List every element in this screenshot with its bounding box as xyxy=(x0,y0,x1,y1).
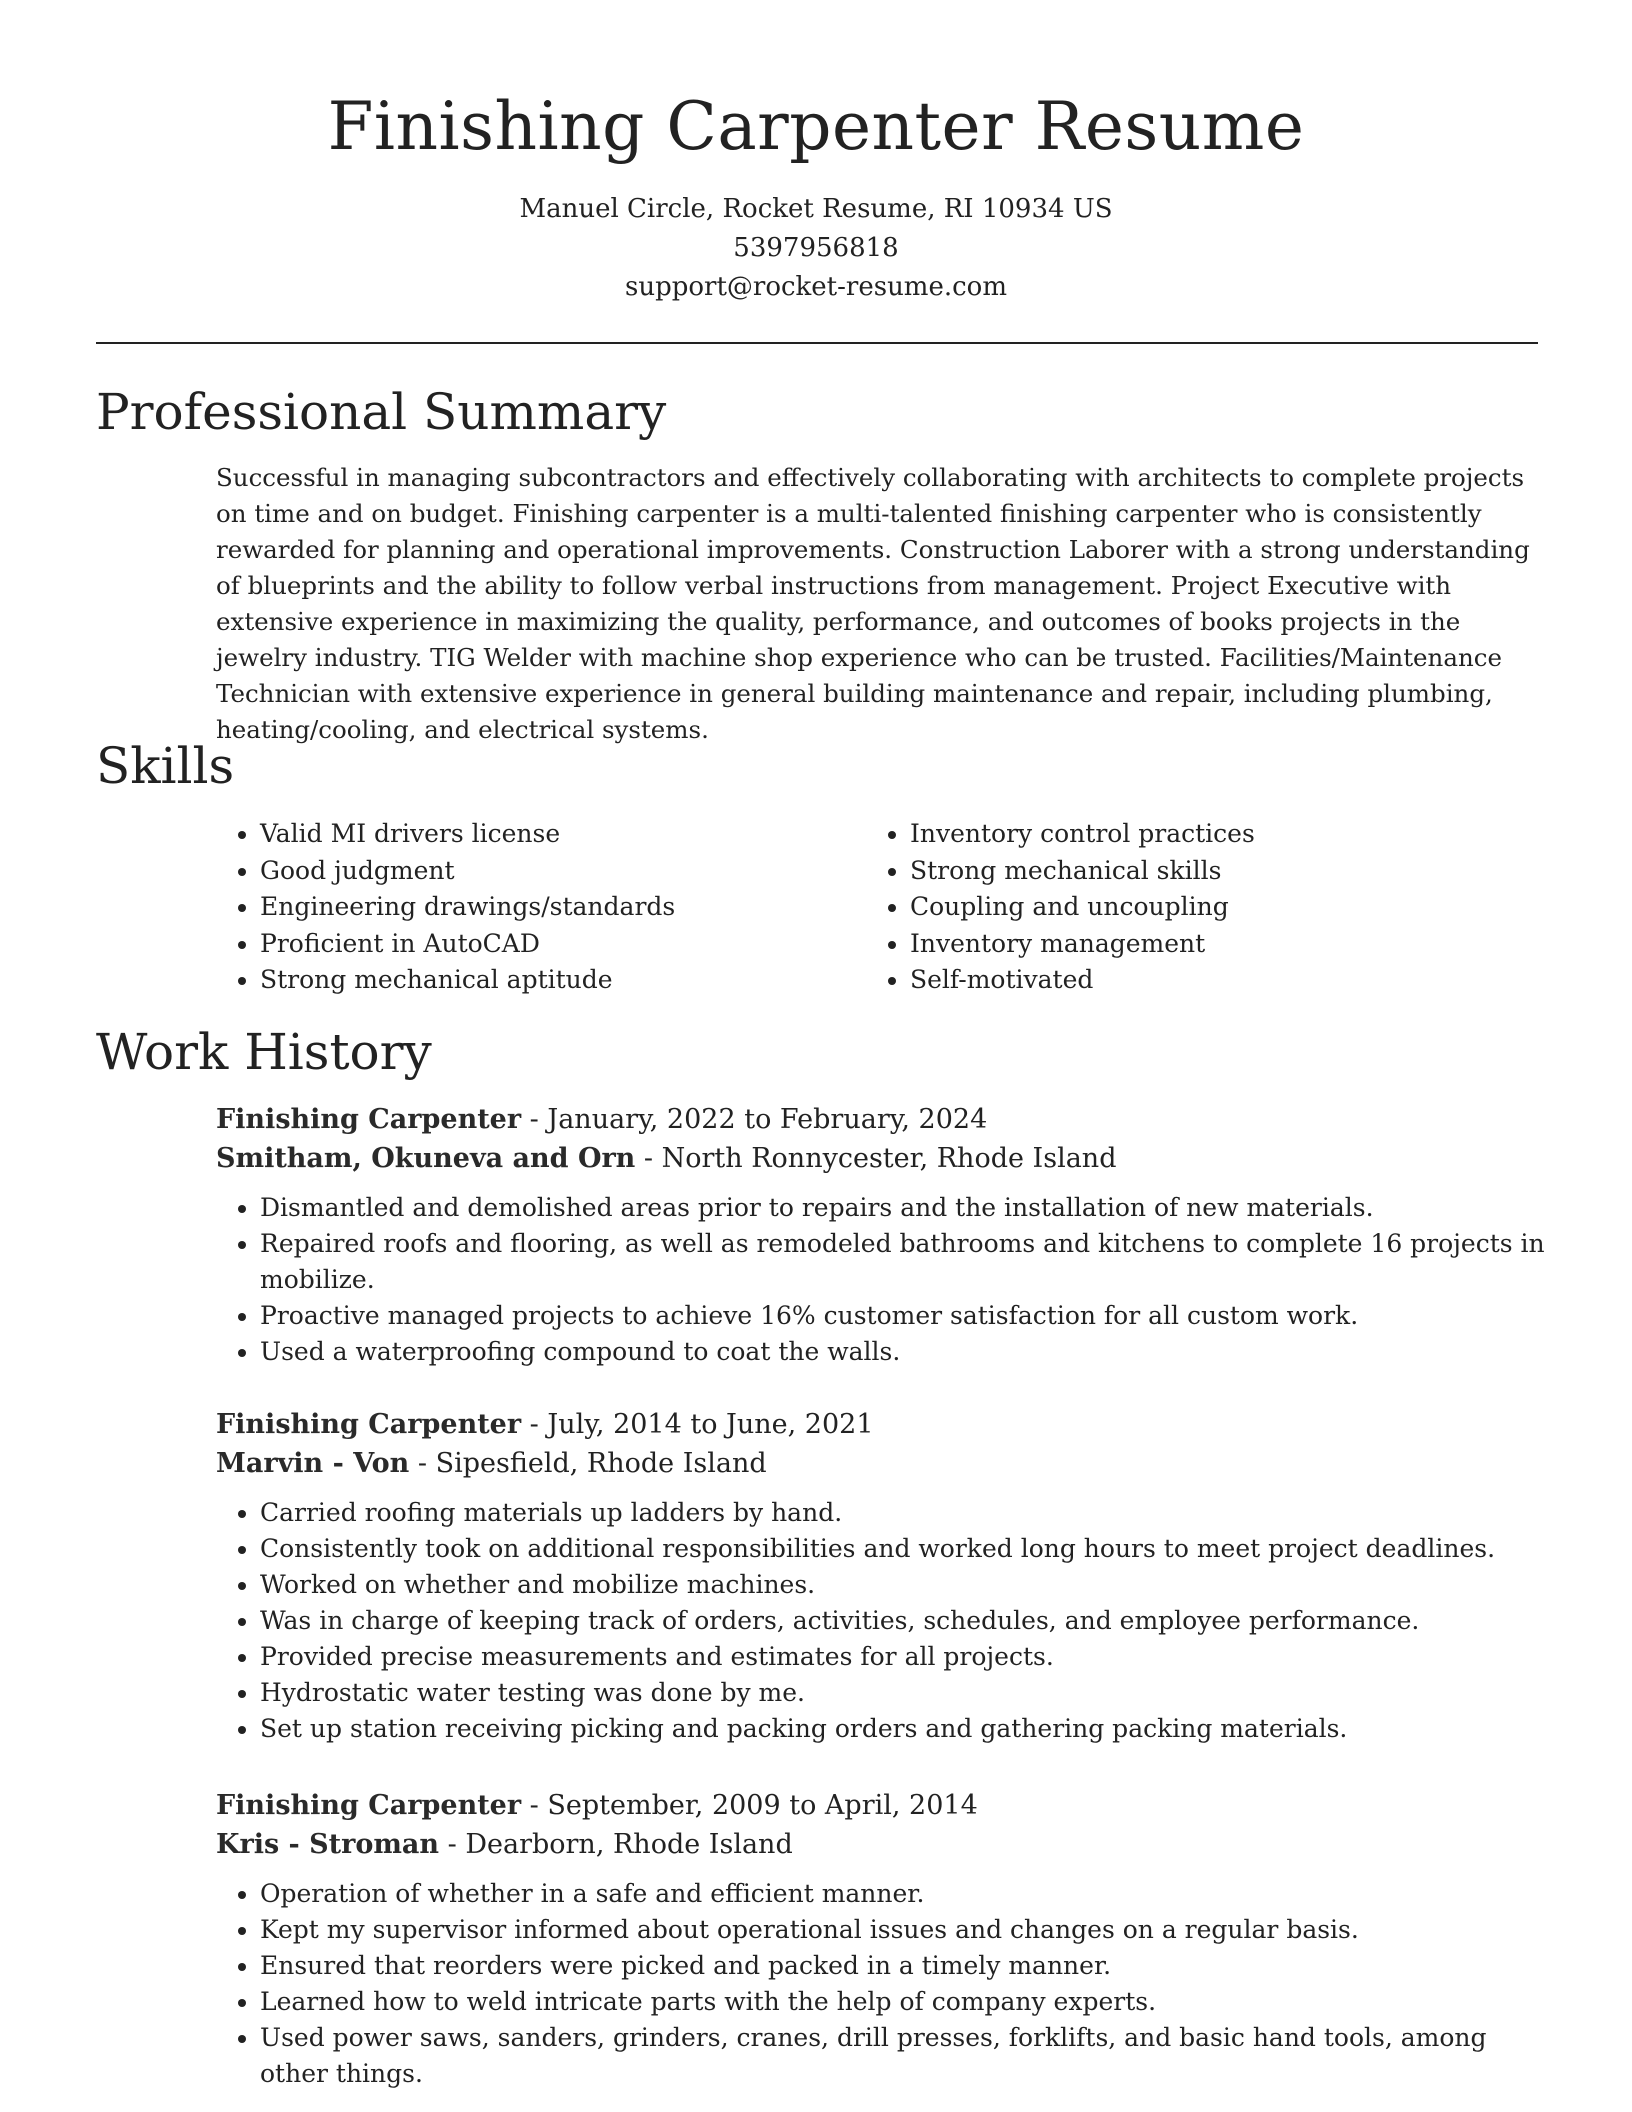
job-bullets xyxy=(216,1495,1546,1747)
job-title: Finishing Carpenter xyxy=(216,1104,522,1135)
job-bullet: • Worked on whether and mobilize machines. xyxy=(260,1567,1546,1603)
header-divider xyxy=(96,342,1538,344)
job-bullets xyxy=(216,1190,1546,1370)
summary-text: Successful in managing subcontractors and effectively collaborating with architects to complete projects on time and on budget. Finishing carpenter is a multi-talented finishing carpenter who is consistently rewarded for planning and operational improvements. Construction Laborer with a strong understanding of blueprints and the ability to follow verbal instructions from management. Project Executive with extensive experience in maximizing the quality, performance, and outcomes of books projects in the jewelry industry. TIG Welder with machine shop experience who can be trusted. Facilities/Maintenance Technician with extensive experience in general building maintenance and repair, including plumbing, heating/cooling, and electrical systems. xyxy=(216,463,1530,744)
skill-item: • Strong mechanical skills xyxy=(910,853,1516,890)
skills-column-right xyxy=(866,816,1516,999)
skill-item: • Valid MI drivers license xyxy=(260,816,866,853)
job-bullet: • Ensured that reorders were picked and packed in a timely manner. xyxy=(260,1948,1546,1984)
job-bullet: • Repaired roofs and flooring, as well as remodeled bathrooms and kitchens to complete 16 projects in mobilize. xyxy=(260,1226,1546,1298)
job-title-line xyxy=(216,1100,1546,1139)
job-dates: - July, 2014 to June, 2021 xyxy=(521,1409,874,1440)
skill-item: • Engineering drawings/standards xyxy=(260,889,866,926)
contact-phone: 5397956818 xyxy=(733,233,899,263)
job-company: Kris - Stroman xyxy=(216,1829,440,1860)
job-bullet: • Consistently took on additional responsibilities and worked long hours to meet project deadlines. xyxy=(260,1531,1546,1567)
job-company: Smitham, Okuneva and Orn xyxy=(216,1143,636,1174)
job-company-line xyxy=(216,1444,1546,1483)
skill-item: • Inventory control practices xyxy=(910,816,1516,853)
contact-address: Manuel Circle, Rocket Resume, RI 10934 US xyxy=(519,194,1113,224)
job-title: Finishing Carpenter xyxy=(216,1409,522,1440)
job-bullet: • Used power saws, sanders, grinders, cranes, drill presses, forklifts, and basic hand tools, among other things. xyxy=(260,2020,1546,2092)
job-bullet: • Provided precise measurements and estimates for all projects. xyxy=(260,1639,1546,1675)
job-company-line xyxy=(216,1139,1546,1178)
section-title-summary: Professional Summary xyxy=(96,383,667,441)
job-company-line xyxy=(216,1825,1546,1864)
skill-item: • Inventory management xyxy=(910,926,1516,963)
job-location: - Dearborn, Rhode Island xyxy=(439,1829,793,1860)
job-bullet: • Proactive managed projects to achieve 16% customer satisfaction for all custom work. xyxy=(260,1298,1546,1334)
job-dates: - September, 2009 to April, 2014 xyxy=(521,1790,978,1821)
job-bullet: • Was in charge of keeping track of orders, activities, schedules, and employee performance. xyxy=(260,1603,1546,1639)
section-title-work-history: Work History xyxy=(96,1023,432,1081)
job-entry xyxy=(216,1100,1546,1370)
job-bullet: • Hydrostatic water testing was done by me. xyxy=(260,1675,1546,1711)
job-bullets xyxy=(216,1876,1546,2092)
job-bullet: • Learned how to weld intricate parts with the help of company experts. xyxy=(260,1984,1546,2020)
skill-item: • Good judgment xyxy=(260,853,866,890)
contact-email: support@rocket-resume.com xyxy=(624,272,1007,302)
skill-item: • Coupling and uncoupling xyxy=(910,889,1516,926)
resume-title: Finishing Carpenter Resume xyxy=(327,88,1305,165)
contact-block xyxy=(0,190,1632,307)
job-location: - North Ronnycester, Rhode Island xyxy=(635,1143,1117,1174)
skills-column-left xyxy=(216,816,866,999)
job-bullet: • Dismantled and demolished areas prior to repairs and the installation of new materials. xyxy=(260,1190,1546,1226)
skills-list xyxy=(216,816,1516,999)
job-title-line xyxy=(216,1405,1546,1444)
job-location: - Sipesfield, Rhode Island xyxy=(409,1448,767,1479)
job-bullet: • Set up station receiving picking and packing orders and gathering packing materials. xyxy=(260,1711,1546,1747)
job-bullet: • Operation of whether in a safe and efficient manner. xyxy=(260,1876,1546,1912)
section-title-skills: Skills xyxy=(96,737,235,795)
skill-item: • Strong mechanical aptitude xyxy=(260,962,866,999)
job-entry xyxy=(216,1786,1546,2092)
job-title-line xyxy=(216,1786,1546,1825)
job-dates: - January, 2022 to February, 2024 xyxy=(521,1104,988,1135)
job-entry xyxy=(216,1405,1546,1747)
job-bullet: • Kept my supervisor informed about operational issues and changes on a regular basis. xyxy=(260,1912,1546,1948)
job-bullet: • Used a waterproofing compound to coat the walls. xyxy=(260,1334,1546,1370)
job-title: Finishing Carpenter xyxy=(216,1790,522,1821)
skill-item: • Self-motivated xyxy=(910,962,1516,999)
job-company: Marvin - Von xyxy=(216,1448,410,1479)
skill-item: • Proficient in AutoCAD xyxy=(260,926,866,963)
job-bullet: • Carried roofing materials up ladders by hand. xyxy=(260,1495,1546,1531)
resume-header xyxy=(0,0,1632,307)
